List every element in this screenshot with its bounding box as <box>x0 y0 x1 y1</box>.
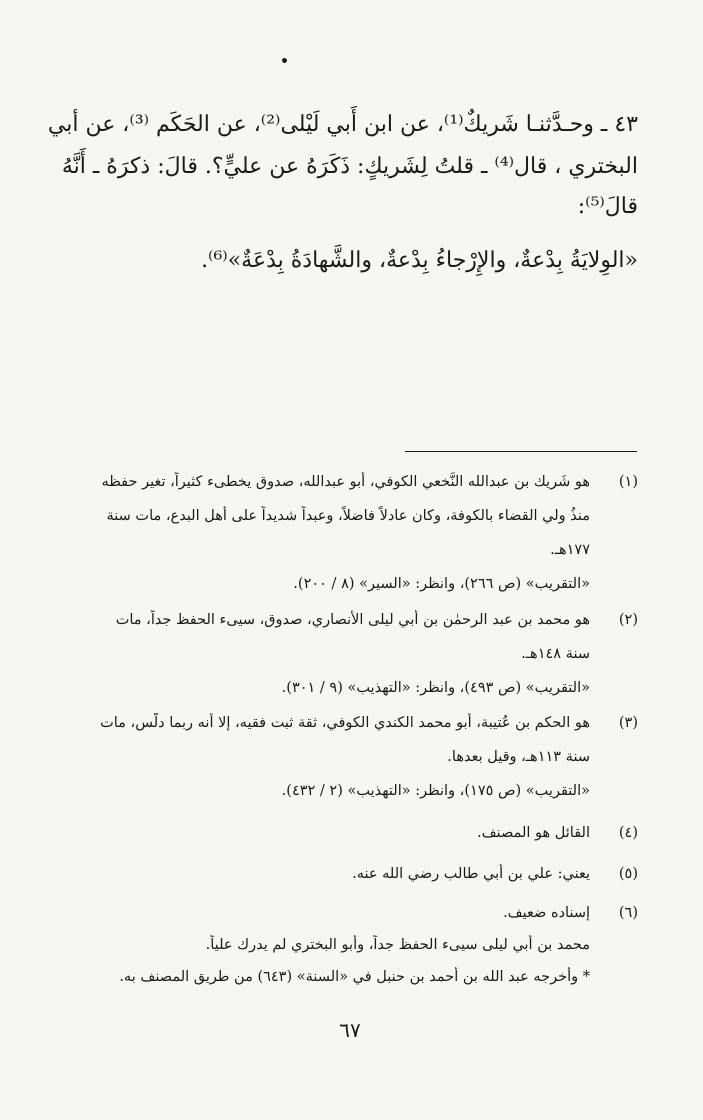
hadith-line: قالَ⁽⁵⁾: <box>577 194 638 219</box>
footnote-line: ١٧٧هـ. <box>550 542 590 558</box>
footnote-line: محمد بن أبي ليلى سيىء الحفظ جداً، وأبو البختري لم يدرك علياً. <box>205 937 590 953</box>
footnote-citation: «التقريب» (ص ١٧٥)، وانظر: «التهذيب» (٢ / ٤٣٢). <box>281 783 590 799</box>
footnote-line: * وأخرجه عبد الله بن أحمد بن حنبل في «السنة» (٦٤٣) من طريق المصنف به. <box>119 969 590 985</box>
footnote-line: هو محمد بن عبد الرحمٰن بن أبي ليلى الأنصاري، صدوق، سيىء الحفظ جداً، مات <box>115 612 590 628</box>
footnote-line: سنة ١١٣هـ، وقيل بعدها. <box>447 749 590 765</box>
footnote-line: هو الحكم بن عُتيبة، أبو محمد الكندي الكوفي، ثقة ثبت فقيه، إلا أنه ربما دلَّس، مات <box>100 715 590 731</box>
page-number: ٦٧ <box>339 1018 361 1042</box>
footnote-separator <box>405 451 637 452</box>
footnote-number: (١) <box>618 474 638 490</box>
ornament-dot <box>282 58 287 63</box>
footnote-number: (٦) <box>618 905 638 921</box>
footnote-number: (٤) <box>618 825 638 841</box>
footnote-line: سنة ١٤٨هـ. <box>521 646 590 662</box>
hadith-quote: «الوِلايَةُ بِدْعةٌ، والإِرْجاءُ بِدْعةٌ، والشَّهادَةُ بِدْعَةٌ»⁽⁶⁾. <box>201 248 638 273</box>
footnote-line: يعني: علي بن أبي طالب رضي الله عنه. <box>352 866 590 882</box>
footnote-line: منذُ ولي القضاء بالكوفة، وكان عادلاً فاضلاً، وعبداً شديداً على أهل البدع، مات سنة <box>106 508 590 524</box>
hadith-line: البختري ، قال⁽⁴⁾ ـ قلتُ لِشَريكٍ: ذَكَرَهُ عن عليٍّ؟. قالَ: ذكرَهُ ـ أَنَّهُ <box>61 154 638 179</box>
footnote-citation: «التقريب» (ص ٢٦٦)، وانظر: «السير» (٨ / ٢٠٠). <box>293 576 590 592</box>
footnote-line: القائل هو المصنف. <box>477 825 590 841</box>
footnote-line: إسناده ضعيف. <box>503 905 590 921</box>
footnote-number: (٣) <box>618 715 638 731</box>
footnote-line: هو شَريك بن عبدالله النَّخعي الكوفي، أبو عبدالله، صدوق يخطىء كثيراً، تغير حفظه <box>101 474 590 490</box>
footnote-number: (٥) <box>618 866 638 882</box>
footnote-citation: «التقريب» (ص ٤٩٣)، وانظر: «التهذيب» (٩ / ٣٠١). <box>281 680 590 696</box>
hadith-line: ٤٣ ـ وحـدَّثنـا شَريكٌ⁽¹⁾، عن ابن أَبي لَيْلى⁽²⁾، عن الحَكَم ⁽³⁾، عن أبي <box>47 112 638 137</box>
footnote-number: (٢) <box>618 612 638 628</box>
